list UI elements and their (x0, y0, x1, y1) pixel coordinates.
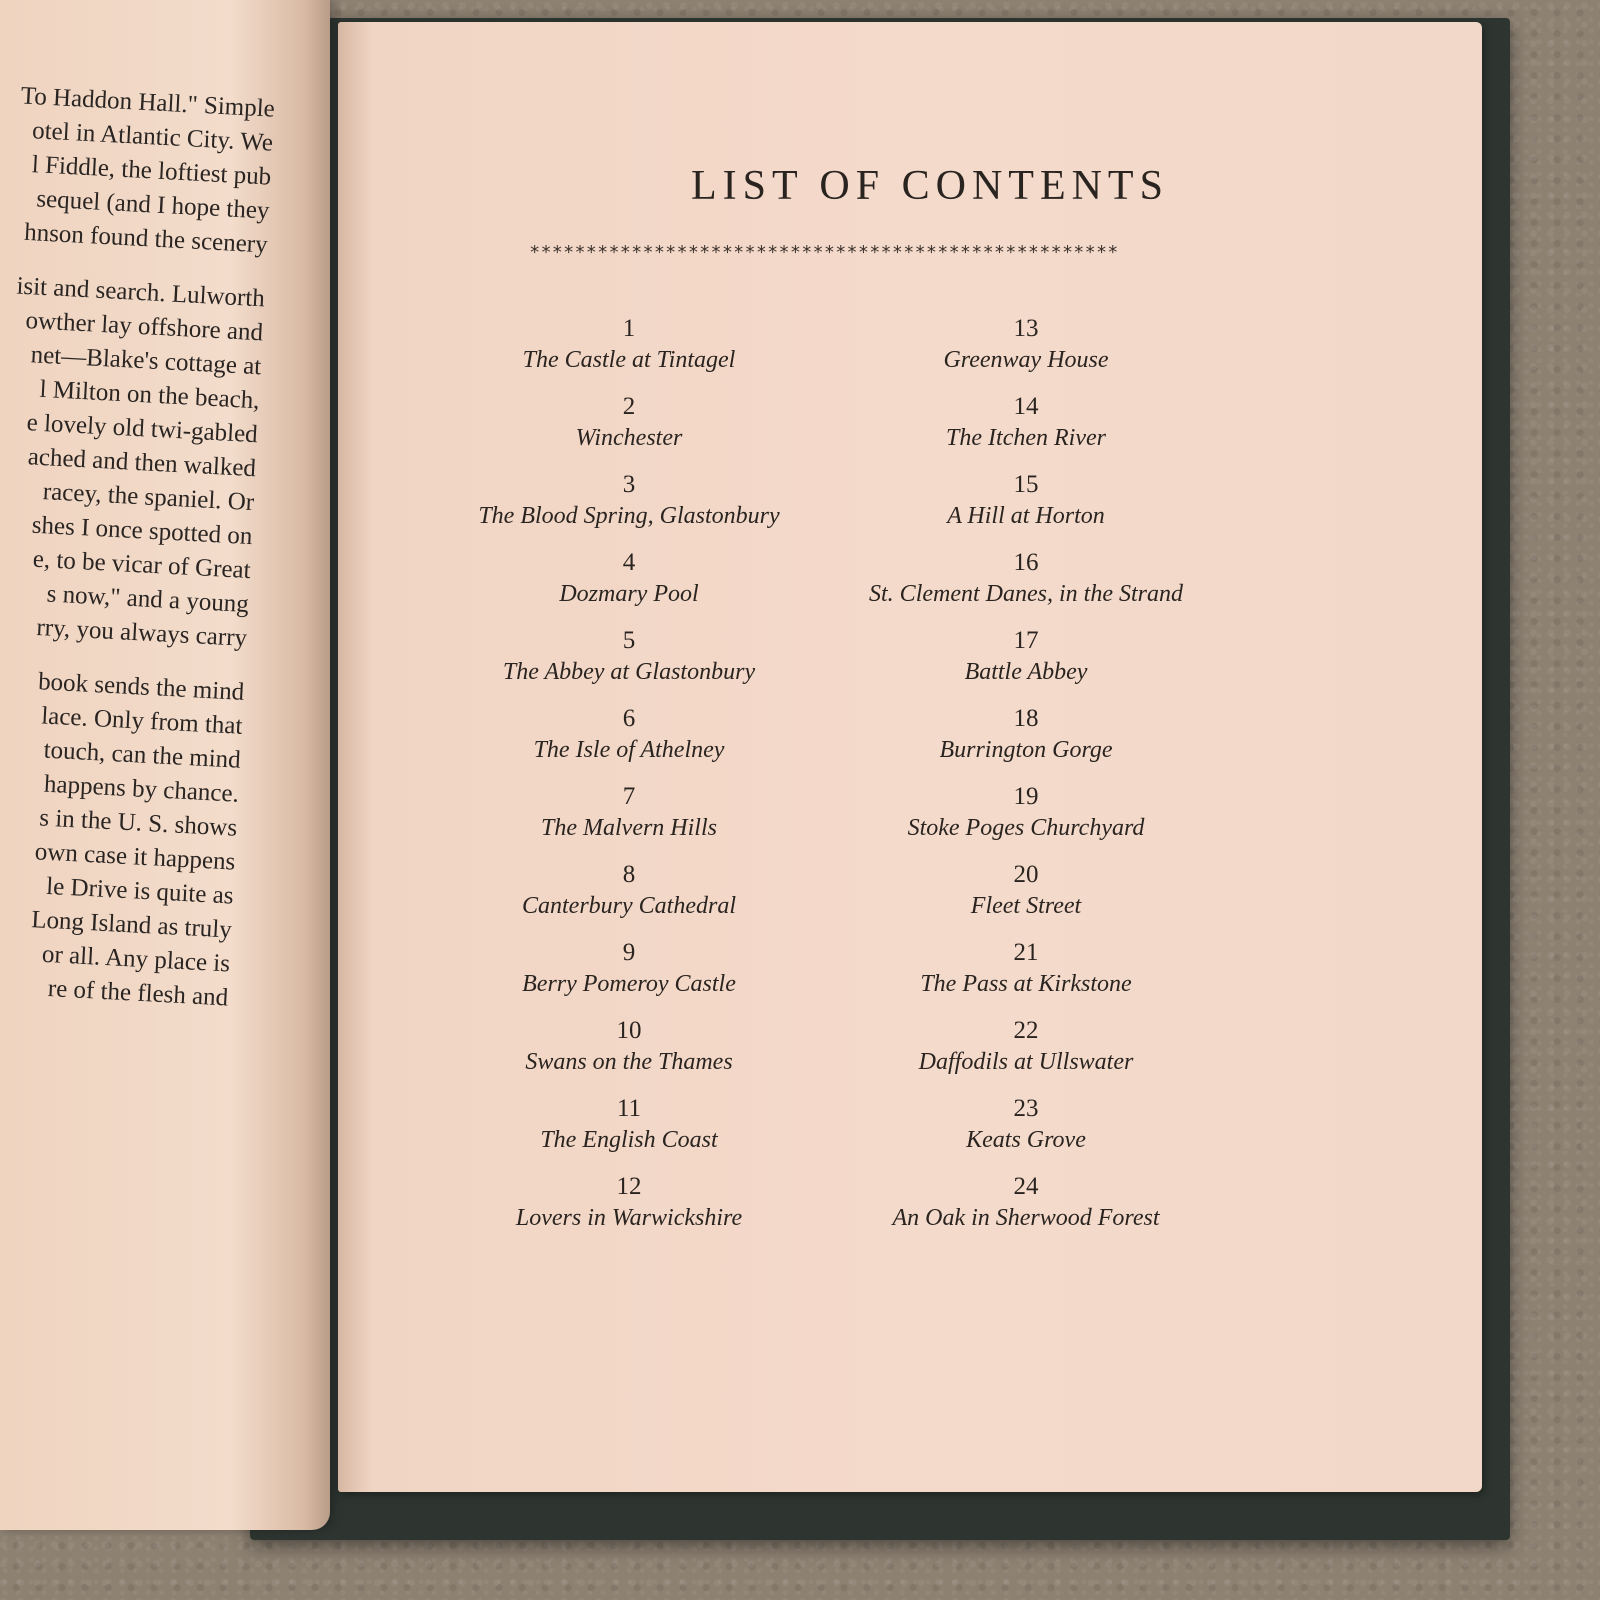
entry-number: 3 (622, 471, 636, 498)
entry-number: 5 (622, 627, 636, 654)
entry-number: 6 (622, 705, 636, 732)
entry-number: 15 (1013, 471, 1039, 498)
entry-number: 23 (1013, 1095, 1039, 1122)
entry-title: A Hill at Horton (947, 503, 1105, 529)
entry-title: Stoke Poges Churchyard (907, 815, 1145, 841)
contents-entry (836, 470, 1216, 548)
contents-entry (439, 548, 819, 626)
contents-entry (836, 314, 1216, 392)
entry-number: 8 (622, 861, 636, 888)
entry-title: The Blood Spring, Glastonbury (478, 503, 780, 529)
entry-title: Canterbury Cathedral (522, 893, 736, 919)
entry-title: Greenway House (943, 347, 1109, 373)
contents-entry (439, 1016, 819, 1094)
entry-title: Lovers in Warwickshire (515, 1205, 743, 1231)
entry-number: 1 (622, 315, 636, 342)
entry-title: The Isle of Athelney (533, 737, 725, 763)
entry-number: 2 (622, 393, 636, 420)
contents-entry (439, 1094, 819, 1172)
entry-title: Battle Abbey (964, 659, 1088, 685)
entry-number: 19 (1013, 783, 1039, 810)
entry-number: 10 (616, 1017, 642, 1044)
contents-entry (439, 470, 819, 548)
entry-number: 13 (1013, 315, 1039, 342)
entry-title: Daffodils at Ullswater (918, 1049, 1134, 1075)
contents-entry (836, 1094, 1216, 1172)
contents-entry (836, 860, 1216, 938)
text-line: s in the U. S. shows (38, 804, 238, 842)
contents-entry (439, 860, 819, 938)
entry-number: 24 (1013, 1173, 1039, 1200)
contents-entry (836, 704, 1216, 782)
entry-number: 16 (1013, 549, 1039, 576)
entry-title: St. Clement Danes, in the Strand (869, 581, 1183, 607)
entry-title: Burrington Gorge (939, 737, 1113, 763)
right-page (338, 22, 1482, 1492)
text-line: own case it happens (34, 838, 236, 876)
entry-title: The Abbey at Glastonbury (502, 659, 756, 685)
contents-entry (439, 314, 819, 392)
entry-number: 22 (1013, 1017, 1039, 1044)
text-line: l Fiddle, the loftiest pub (31, 151, 272, 191)
text-line: Long Island as truly (30, 906, 233, 944)
ornament-divider: **************************************************** (529, 242, 1119, 263)
contents-entry (439, 1172, 819, 1250)
text-line: otel in Atlantic City. We (31, 117, 274, 157)
entry-number: 17 (1013, 627, 1039, 654)
text-line: happens by chance. (43, 770, 240, 808)
entry-title: Swans on the Thames (525, 1049, 733, 1075)
entry-title: Dozmary Pool (559, 581, 699, 607)
entry-title: Winchester (575, 425, 683, 451)
contents-entry (836, 1016, 1216, 1094)
text-line: shes I once spotted on (31, 511, 254, 551)
contents-column-left (439, 314, 819, 1250)
contents-entry (439, 782, 819, 860)
contents-entry (439, 626, 819, 704)
text-line: s now," and a young (46, 580, 250, 619)
contents-column-right (836, 314, 1216, 1250)
contents-entry (439, 704, 819, 782)
text-line: hnson found the scenery (23, 218, 269, 259)
contents-entry (836, 626, 1216, 704)
text-line: To Haddon Hall." Simple (20, 82, 276, 123)
entry-number: 12 (616, 1173, 642, 1200)
text-line: ached and then walked (27, 443, 257, 483)
left-page-text (0, 78, 276, 1015)
text-line: sequel (and I hope they (35, 185, 271, 225)
contents-entry (836, 548, 1216, 626)
text-line: racey, the spaniel. Or (42, 478, 255, 517)
text-line: isit and search. Lulworth (15, 272, 266, 313)
entry-number: 18 (1013, 705, 1039, 732)
text-line: rry, you always carry (35, 613, 248, 652)
text-line: re of the flesh and (47, 975, 229, 1012)
text-line: e, to be vicar of Great (32, 545, 252, 585)
entry-title: The Itchen River (946, 425, 1106, 451)
entry-title: The Pass at Kirkstone (920, 971, 1132, 997)
entry-number: 20 (1013, 861, 1039, 888)
entry-title: Berry Pomeroy Castle (522, 971, 736, 997)
text-line: or all. Any place is (41, 940, 231, 978)
text-line: touch, can the mind (43, 736, 242, 774)
contents-entry (836, 1172, 1216, 1250)
text-line: lace. Only from that (40, 702, 244, 740)
contents-entry (439, 392, 819, 470)
page-title: LIST OF CONTENTS (691, 163, 1169, 209)
entry-number: 9 (622, 939, 636, 966)
text-line: l Milton on the beach, (38, 375, 261, 415)
contents-entry (836, 782, 1216, 860)
text-line: e lovely old twi-gabled (26, 409, 259, 449)
text-line: book sends the mind (37, 668, 245, 706)
entry-title: The English Coast (540, 1127, 718, 1153)
entry-title: An Oak in Sherwood Forest (892, 1205, 1160, 1231)
entry-title: Keats Grove (966, 1127, 1086, 1153)
contents-entry (836, 392, 1216, 470)
text-line: net—Blake's cottage at (30, 341, 262, 381)
entry-title: The Malvern Hills (541, 815, 717, 841)
entry-number: 4 (622, 549, 636, 576)
contents-entry (836, 938, 1216, 1016)
entry-number: 7 (622, 783, 636, 810)
entry-number: 11 (616, 1095, 642, 1122)
text-line: le Drive is quite as (45, 872, 235, 910)
entry-number: 21 (1013, 939, 1039, 966)
entry-title: The Castle at Tintagel (522, 347, 736, 373)
left-page (0, 0, 330, 1530)
entry-number: 14 (1013, 393, 1039, 420)
text-line: owther lay offshore and (24, 307, 264, 347)
contents-entry (439, 938, 819, 1016)
entry-title: Fleet Street (970, 893, 1082, 919)
